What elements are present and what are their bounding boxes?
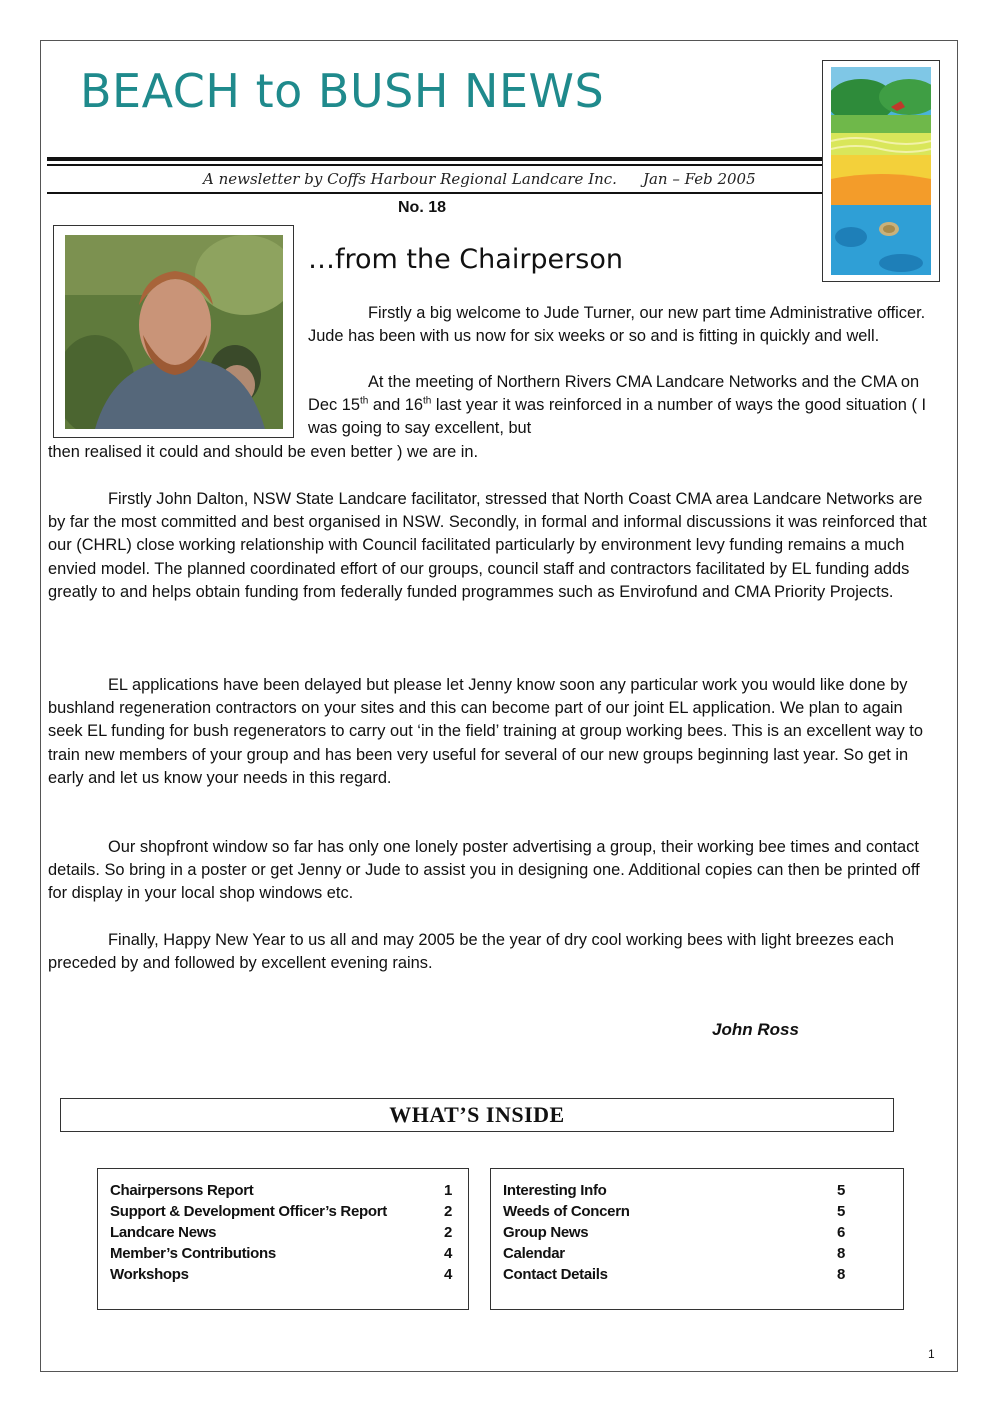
contents-label: Calendar <box>503 1245 565 1262</box>
newsletter-subtitle <box>203 170 756 188</box>
article-paragraph-3 <box>48 488 938 604</box>
page-number: 1 <box>928 1347 935 1361</box>
contents-item <box>503 1264 883 1285</box>
publisher-line: A newsletter by Coffs Harbour Regional Landcare Inc. <box>203 170 617 188</box>
contents-item <box>110 1243 454 1264</box>
paragraph-text: Finally, Happy New Year to us all and may 2005 be the year of dry cool working bees with light breezes each preceded by and followed by excellent evening rains. <box>48 931 894 973</box>
subtitle-rule <box>47 192 825 194</box>
contents-label: Member’s Contributions <box>110 1245 276 1262</box>
contents-item <box>503 1180 883 1201</box>
contents-item <box>110 1222 454 1243</box>
contents-item <box>110 1201 454 1222</box>
contents-label: Contact Details <box>503 1266 608 1283</box>
paragraph-text: last year it was reinforced in a number of ways the good situation ( I was going to say excellent, but <box>308 396 927 438</box>
contents-page: 1 <box>444 1182 453 1199</box>
contents-page: 2 <box>444 1224 453 1241</box>
contents-item <box>503 1243 883 1264</box>
superscript: th <box>359 395 369 407</box>
article-paragraph-4 <box>48 674 938 790</box>
contents-item <box>110 1264 454 1285</box>
whats-inside-banner <box>60 1098 894 1132</box>
issue-date: Jan – Feb 2005 <box>642 170 756 188</box>
contents-label: Group News <box>503 1224 589 1241</box>
article-paragraph-2 <box>308 371 930 441</box>
contents-box-left <box>97 1168 469 1310</box>
paragraph-text: and 16 <box>368 396 423 415</box>
landcare-logo-image <box>831 67 931 275</box>
article-paragraph-5 <box>48 836 938 906</box>
paragraph-text: Our shopfront window so far has only one lonely poster advertising a group, their working bee times and contact details. So bring in a poster or get Jenny or Jude to assist you in designing one. Additional copies can then be printed off for display in your local shop windows etc. <box>48 838 920 903</box>
header-rule-thin <box>47 164 827 166</box>
contents-item <box>503 1201 883 1222</box>
superscript: th <box>422 395 432 407</box>
contents-page: 6 <box>837 1224 846 1241</box>
contents-page: 8 <box>837 1245 846 1262</box>
landcare-logo <box>822 60 940 282</box>
contents-page: 5 <box>837 1203 846 1220</box>
contents-item <box>110 1180 454 1201</box>
paragraph-text: EL applications have been delayed but please let Jenny know soon any particular work you would like done by bushland regeneration contractors on your sites and this can become part of our joint EL application. We plan to again seek EL funding for bush regenerators to carry out ‘in the field’ training at group working bees. This is an excellent way to train new members of your group and has been very useful for several of our new groups beginning last year. So get in early and let us know your needs in this regard. <box>48 676 923 787</box>
article-heading: …from the Chairperson <box>308 244 623 275</box>
chairperson-photo-image <box>65 235 283 429</box>
article-signoff: John Ross <box>712 1020 799 1039</box>
paragraph-text: Firstly a big welcome to Jude Turner, our new part time Administrative officer. Jude has been with us now for six weeks or so and is fitting in quickly and well. <box>308 304 926 346</box>
contents-page: 5 <box>837 1182 846 1199</box>
contents-label: Workshops <box>110 1266 189 1283</box>
contents-item <box>503 1222 883 1243</box>
contents-page: 2 <box>444 1203 453 1220</box>
paragraph-text: At the meeting of Northern Rivers CMA Landcare Networks and the CMA on Dec 15 <box>308 373 920 415</box>
chairperson-photo <box>53 225 294 438</box>
contents-box-right <box>490 1168 904 1310</box>
contents-page: 8 <box>837 1266 846 1283</box>
newsletter-title: BEACH to BUSH NEWS <box>80 64 605 118</box>
article-paragraph-1 <box>308 302 930 348</box>
contents-label: Support & Development Officer’s Report <box>110 1203 387 1220</box>
article-paragraph-6 <box>48 929 938 975</box>
contents-label: Interesting Info <box>503 1182 607 1199</box>
header-rule-thick <box>47 157 827 161</box>
contents-label: Landcare News <box>110 1224 217 1241</box>
contents-label: Chairpersons Report <box>110 1182 254 1199</box>
article-paragraph-2-continued: then realised it could and should be even better ) we are in. <box>48 443 479 461</box>
paragraph-text: Firstly John Dalton, NSW State Landcare facilitator, stressed that North Coast CMA area Landcare Networks are by far the most committed and best organised in NSW. Secondly, in formal and informal discussions it was reinforced that our (CHRL) close working relationship with Council facilitated particularly by environment levy funding remains a much envied model. The planned coordinated effort of our groups, council staff and contractors facilitated by EL funding adds greatly to and helps obtain funding from federally funded programmes such as Envirofund and CMA Priority Projects. <box>48 490 927 601</box>
contents-page: 4 <box>444 1266 453 1283</box>
issue-number: No. 18 <box>398 199 447 216</box>
contents-label: Weeds of Concern <box>503 1203 630 1220</box>
whats-inside-title: WHAT’S INSIDE <box>389 1102 565 1127</box>
contents-page: 4 <box>444 1245 453 1262</box>
